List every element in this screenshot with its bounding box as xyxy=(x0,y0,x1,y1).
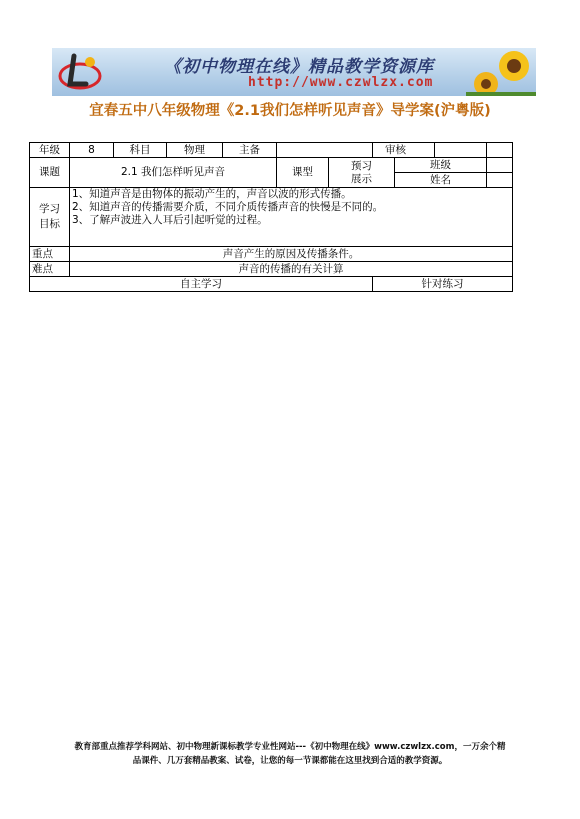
subject-value: 物理 xyxy=(167,143,223,158)
name-value xyxy=(487,173,513,188)
lesson-type-label: 课型 xyxy=(277,158,329,188)
footer-line-1: 教育部重点推荐学科网站、初中物理新课标教学专业性网站---《初中物理在线》www.czwlzx.com，一万余个精 xyxy=(74,742,506,752)
topic-value: 2.1 我们怎样听见声音 xyxy=(70,158,277,188)
preparer-value xyxy=(277,143,373,158)
banner-title: 《初中物理在线》精品教学资源库 xyxy=(164,57,434,77)
subject-label: 科目 xyxy=(114,143,167,158)
key-point-label: 重点 xyxy=(30,247,70,262)
lesson-plan-table xyxy=(29,142,513,292)
site-banner xyxy=(52,48,536,96)
grade-label: 年级 xyxy=(30,143,70,158)
reviewer-value xyxy=(435,143,487,158)
site-logo-icon xyxy=(56,50,102,94)
footer-note xyxy=(40,740,540,768)
reviewer-extra xyxy=(487,143,513,158)
document-title: 宜春五中八年级物理《2.1我们怎样听见声音》导学案(沪粤版) xyxy=(89,103,491,119)
grade-value: 8 xyxy=(70,143,114,158)
footer-line-2: 品课件、几万套精品教案、试卷，让您的每一节课都能在这里找到合适的教学资源。 xyxy=(132,756,448,766)
banner-url[interactable]: http://www.czwlzx.com xyxy=(248,75,434,90)
objective-item: 3、了解声波进入人耳后引起听觉的过程。 xyxy=(72,214,268,226)
name-label: 姓名 xyxy=(395,173,487,188)
practice-header: 针对练习 xyxy=(373,277,513,292)
class-label: 班级 xyxy=(395,158,487,173)
objective-item: 2、知道声音的传播需要介质，不同介质传播声音的快慢是不同的。 xyxy=(72,201,384,213)
preparer-label: 主备 xyxy=(223,143,277,158)
difficulty-value: 声音的传播的有关计算 xyxy=(70,262,513,277)
objectives-list xyxy=(70,188,513,247)
difficulty-label: 难点 xyxy=(30,262,70,277)
topic-label: 课题 xyxy=(30,158,70,188)
sunflower-icon xyxy=(466,48,536,96)
self-study-header: 自主学习 xyxy=(30,277,373,292)
class-value xyxy=(487,158,513,173)
lesson-type-value: 预习 展示 xyxy=(329,158,395,188)
reviewer-label: 审核 xyxy=(373,143,435,158)
key-point-value: 声音产生的原因及传播条件。 xyxy=(70,247,513,262)
objective-item: 1、知道声音是由物体的振动产生的，声音以波的形式传播。 xyxy=(72,188,352,200)
objectives-label: 学习 目标 xyxy=(30,188,70,247)
